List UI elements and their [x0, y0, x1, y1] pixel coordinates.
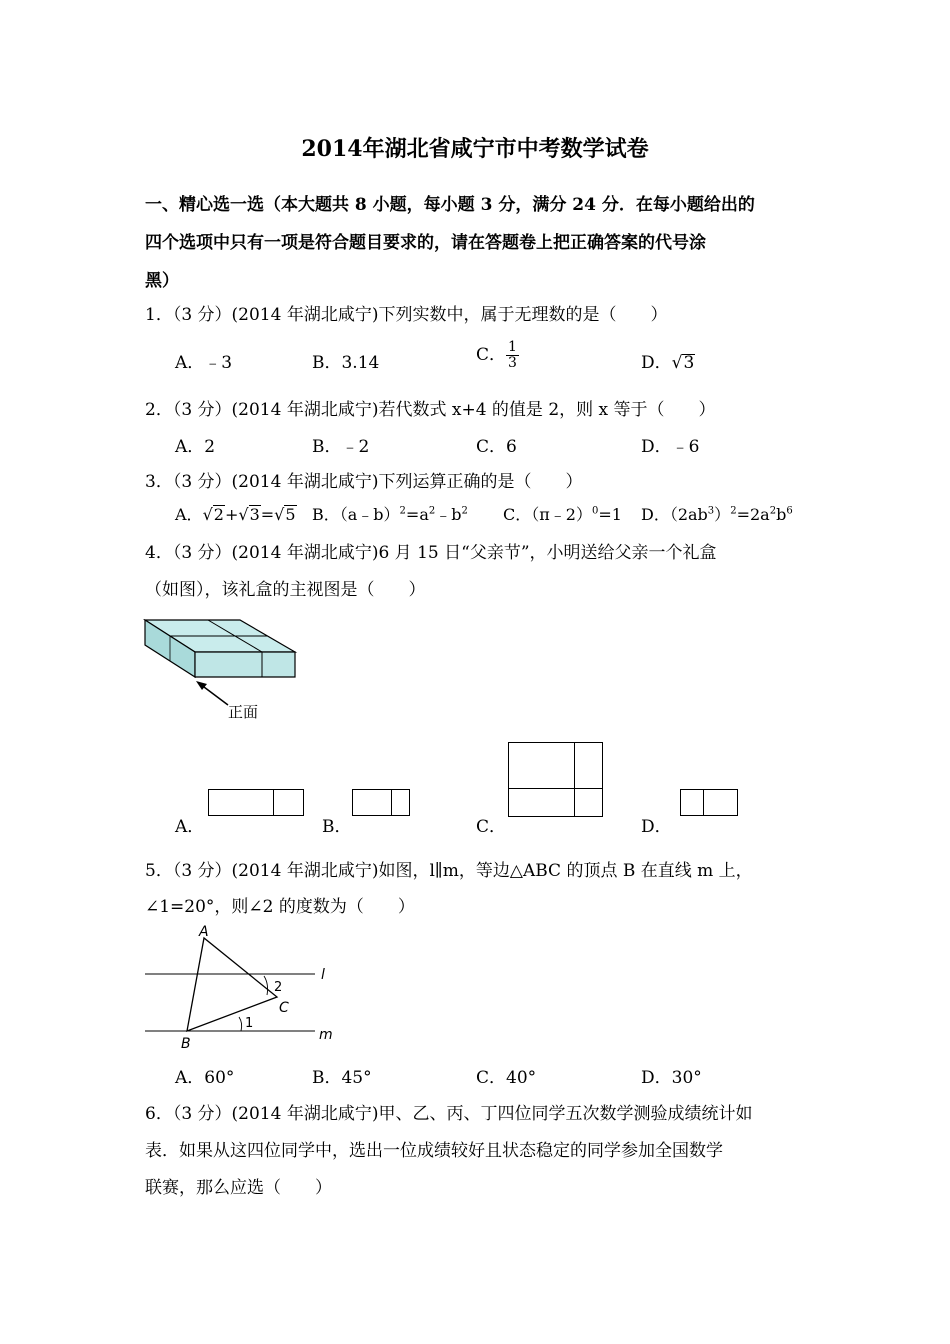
question-5-stem-line-1: 5．（3 分）(2014 年湖北咸宁)如图，l∥m，等边△ABC 的顶点 B 在直线 m 上， [145, 861, 753, 881]
question-1-stem: 1．（3 分）(2014 年湖北咸宁)下列实数中，属于无理数的是（ ） [145, 305, 668, 325]
q3-option-d-label: D．（2ab [641, 505, 708, 524]
question-4-stem-line-2: （如图），该礼盒的主视图是（ ） [145, 580, 426, 600]
q1-option-d: D．√3 [641, 353, 695, 373]
expression-part: b [776, 505, 787, 524]
angle-2-label: 2 [274, 980, 283, 995]
question-6-stem-line-2: 表．如果从这四位同学中，选出一位成绩较好且状态稳定的同学参加全国数学 [145, 1141, 723, 1161]
q4-option-d-figure [680, 789, 738, 816]
q5-option-c: C．40° [476, 1068, 537, 1088]
angle-1-label: 1 [245, 1016, 254, 1031]
exponent: 2 [428, 505, 436, 517]
vertex-b-label: B [181, 1036, 191, 1052]
expression-part: ﹣b [435, 505, 462, 524]
q1-option-b: B．3.14 [312, 353, 380, 373]
q1-option-c-label: C． [476, 345, 507, 365]
q5-option-b: B．45° [312, 1068, 372, 1088]
question-6-stem-line-1: 6．（3 分）(2014 年湖北咸宁)甲、乙、丙、丁四位同学五次数学测验成绩统计如 [145, 1104, 753, 1124]
fraction-denominator: 3 [508, 355, 517, 371]
exponent: 6 [786, 505, 793, 517]
q5-option-a: A．60° [175, 1068, 235, 1088]
vertex-a-label: A [199, 924, 209, 940]
line-m-label: m [319, 1027, 333, 1043]
triangle-figure [140, 922, 340, 1054]
radicand: 3 [249, 505, 260, 524]
line-l-label: l [321, 967, 325, 983]
section-heading-line-2: 四个选项中只有一项是符合题目要求的，请在答题卷上把正确答案的代号涂 [145, 233, 706, 253]
expression-part: =1 [598, 505, 622, 524]
q1-option-c [476, 340, 519, 371]
expression-part: =a [405, 505, 429, 524]
question-5-stem-line-2: ∠1=20°，则∠2 的度数为（ ） [145, 897, 415, 917]
question-6-stem-line-3: 联赛，那么应选（ ） [145, 1178, 332, 1198]
exponent: 2 [399, 505, 406, 517]
q3-option-d [641, 502, 793, 525]
exponent: 2 [461, 505, 468, 517]
q3-option-c [503, 502, 622, 525]
exponent: 2 [769, 505, 777, 517]
q2-option-b: B．﹣2 [312, 437, 370, 457]
question-3-stem: 3．（3 分）(2014 年湖北咸宁)下列运算正确的是（ ） [145, 472, 583, 492]
fraction [506, 340, 519, 371]
equals-sign: = [260, 505, 275, 524]
q4-option-b-label: B． [322, 817, 352, 837]
q2-option-d: D．﹣6 [641, 437, 700, 457]
fraction-numerator: 1 [508, 339, 517, 355]
q4-option-d-label: D． [641, 817, 672, 837]
vertex-c-label: C [279, 1000, 289, 1016]
exponent: 2 [730, 505, 737, 517]
q1-option-a: A．﹣3 [175, 353, 233, 373]
q4-option-c-figure [508, 742, 603, 817]
q3-option-b [312, 502, 468, 525]
section-heading-line-3: 黑） [145, 271, 179, 291]
q5-option-d: D．30° [641, 1068, 702, 1088]
question-4-stem-line-1: 4．（3 分）(2014 年湖北咸宁)6 月 15 日“父亲节”，小明送给父亲一个礼盒 [145, 543, 717, 563]
q4-option-a-label: A． [175, 817, 205, 837]
q3-option-a: A．√2+√3=√5 [175, 505, 296, 524]
radicand: 2 [213, 505, 224, 524]
q1-option-d-label: D． [641, 353, 672, 373]
q3-option-a-label: A． [175, 505, 203, 524]
question-2-stem: 2．（3 分）(2014 年湖北咸宁)若代数式 x+4 的值是 2，则 x 等于（ ） [145, 400, 716, 420]
q4-option-c-label: C． [476, 817, 507, 837]
radicand: 5 [285, 505, 296, 524]
q4-option-a-figure [208, 789, 304, 816]
q3-option-b-label: B．（a﹣b） [312, 505, 400, 524]
page-title: 2014年湖北省咸宁市中考数学试卷 [301, 136, 649, 162]
expression-part: =2a [736, 505, 770, 524]
front-label: 正面 [228, 703, 259, 721]
q4-option-b-figure [352, 789, 410, 816]
exponent: 3 [707, 505, 715, 517]
gift-box-figure [140, 612, 310, 727]
expression-part: ） [714, 505, 731, 524]
plus-sign: + [224, 505, 239, 524]
radicand: 3 [683, 353, 695, 373]
q3-option-c-label: C．（π﹣2） [503, 505, 592, 524]
q2-option-c: C．6 [476, 437, 517, 457]
exponent: 0 [591, 505, 599, 517]
section-heading-line-1: 一、精心选一选（本大题共 8 小题，每小题 3 分，满分 24 分．在每小题给出的 [145, 195, 755, 215]
q2-option-a: A．2 [175, 437, 216, 457]
